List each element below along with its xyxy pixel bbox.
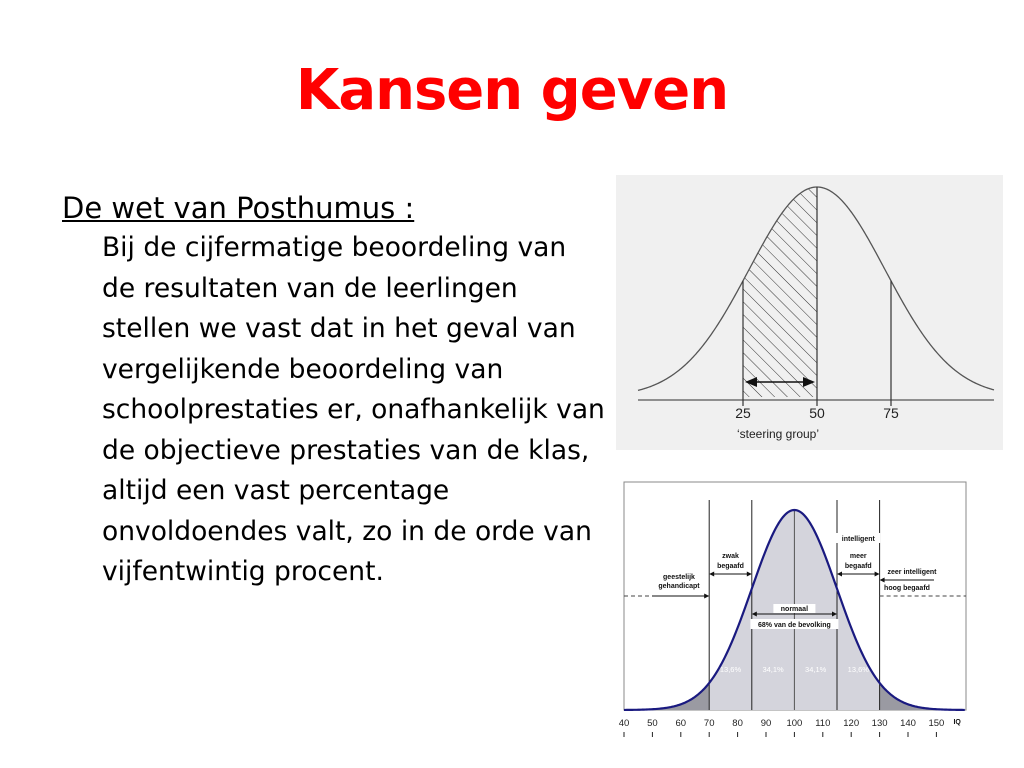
- iq-distribution-chart: [616, 478, 968, 740]
- iq-tick-label-120: 120: [843, 718, 860, 729]
- steering-group-bell-curve-chart: [616, 175, 1003, 450]
- label-meer-begaafd: begaafd: [844, 563, 872, 570]
- iq-tick-label-80: 80: [732, 718, 743, 729]
- label-normaal-sub: 68% van de bevolking: [758, 622, 831, 629]
- iq-tick-label-40: 40: [618, 718, 630, 729]
- posthumus-heading: De wet van Posthumus :: [62, 191, 415, 225]
- x-axis-label: IQ: [953, 719, 961, 726]
- slide-title: Kansen geven: [295, 58, 729, 123]
- iq-tick-label-50: 50: [647, 718, 658, 729]
- iq-tick-label-110: 110: [815, 718, 831, 729]
- label-hoog-begaafd: hoog begaafd: [884, 585, 930, 592]
- percentage-label-3: 34,1%: [762, 665, 784, 674]
- tick-label-50: 50: [809, 405, 825, 421]
- steering-group-label: ‘steering group’: [736, 427, 820, 441]
- label-meer: meer: [849, 553, 867, 560]
- percentage-label-5: 13,6%: [847, 665, 869, 674]
- label-gehandicapt: gehandicapt: [658, 583, 700, 590]
- body-text: [62, 188, 607, 593]
- tick-label-25: 25: [735, 405, 751, 421]
- label-normaal: normaal: [780, 606, 809, 613]
- label-zeer-intelligent: zeer intelligent: [887, 569, 937, 576]
- label-geestelijk: geestelijk: [663, 574, 695, 581]
- label-intelligent: intelligent: [841, 536, 875, 543]
- percentage-label-4: 34,1%: [805, 665, 827, 674]
- iq-tick-label-100: 100: [786, 718, 803, 729]
- posthumus-paragraph: Bij de cijfermatige beoordeling van de resultaten van de leerlingen stellen we vast dat in het geval van vergelijkende beoordeling van schoolprestaties er, onafhankelijk van de objectieve prestaties van de klas, altijd een vast percentage onvoldoendes valt, zo in de orde van vijfentwintig procent.: [102, 232, 605, 587]
- label-zwak: zwak: [722, 553, 739, 560]
- iq-tick-label-60: 60: [675, 718, 687, 729]
- tick-label-75: 75: [883, 405, 899, 421]
- iq-tick-label-90: 90: [760, 718, 772, 729]
- percentage-label-6: 2,3%: [890, 665, 909, 674]
- iq-tick-label-130: 130: [871, 718, 888, 729]
- iq-tick-label-140: 140: [900, 718, 916, 729]
- label-zwak-begaafd: begaafd: [717, 563, 744, 570]
- iq-tick-label-70: 70: [703, 718, 715, 729]
- percentage-label-2: 13,6%: [719, 665, 742, 674]
- percentage-label-1: 2,3%: [680, 665, 698, 674]
- iq-tick-label-150: 150: [928, 718, 945, 729]
